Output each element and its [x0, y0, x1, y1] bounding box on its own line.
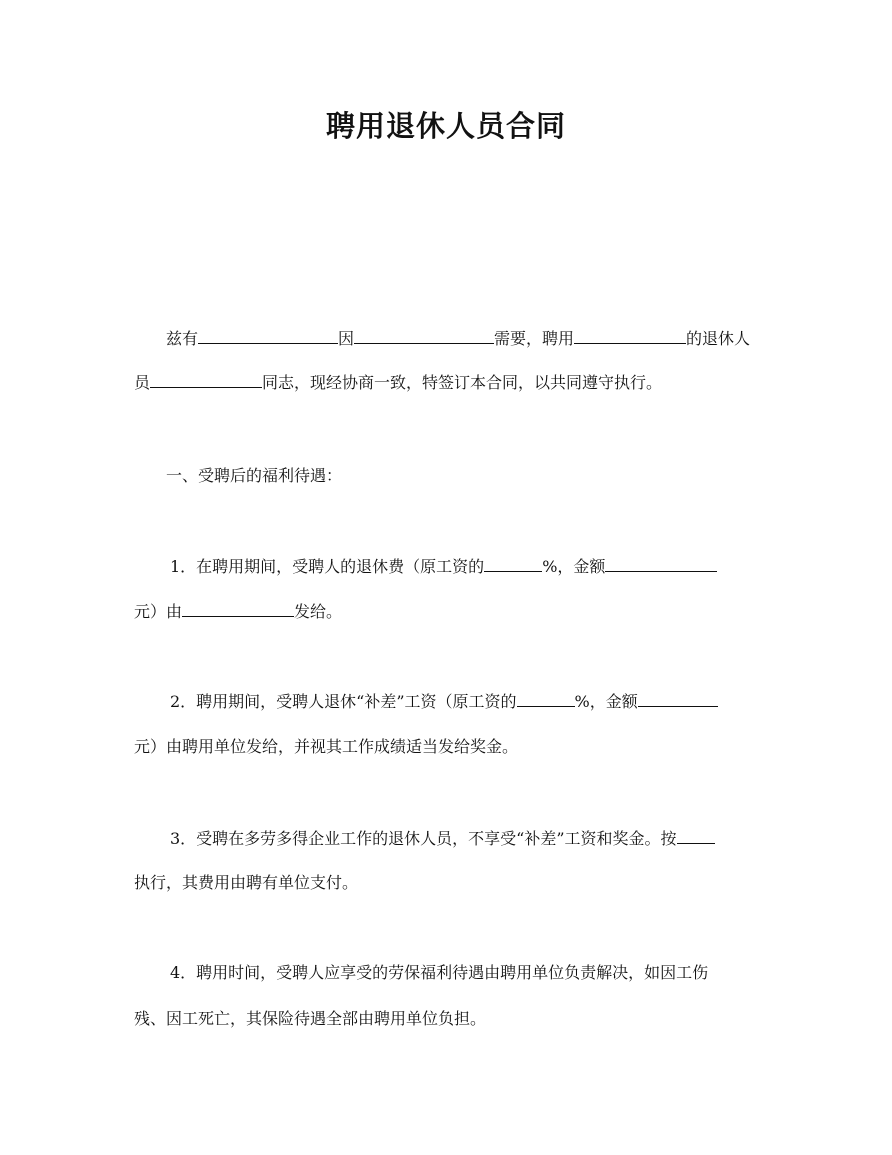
- item1-text-2: %，金额: [542, 557, 606, 576]
- item2-text-1: 2．聘用期间，受聘人退休“补差”工资（原工资的: [170, 692, 517, 711]
- intro-line-2: [134, 371, 662, 394]
- item3-line-2: 执行，其费用由聘有单位支付。: [134, 873, 359, 892]
- item2-line-1: [170, 690, 718, 713]
- item4-line-2: 残、因工死亡，其保险待遇全部由聘用单位负担。: [134, 1009, 487, 1028]
- item2-line-2: 元）由聘用单位发给，并视其工作成绩适当发给奖金。: [134, 737, 519, 756]
- blank-amount-2[interactable]: [638, 690, 718, 707]
- item1-text-1: 1．在聘用期间，受聘人的退休费（原工资的: [170, 557, 485, 576]
- section-heading: 一、受聘后的福利待遇：: [166, 466, 343, 485]
- blank-source-unit[interactable]: [574, 327, 686, 344]
- item4-line-1: 4．聘用时间，受聘人应享受的劳保福利待遇由聘用单位负责解决，如因工伤: [170, 963, 709, 982]
- item2-text-2: %，金额: [574, 692, 638, 711]
- item3-text-1: 3．受聘在多劳多得企业工作的退休人员，不享受“补差”工资和奖金。按: [170, 829, 677, 848]
- blank-payer[interactable]: [182, 600, 294, 617]
- blank-percent-1[interactable]: [484, 555, 542, 572]
- intro-text-2: 因: [338, 329, 355, 348]
- blank-org[interactable]: [198, 327, 338, 344]
- intro-text-4: 的退休人: [686, 329, 751, 348]
- blank-standard[interactable]: [677, 827, 715, 844]
- item1-line-1: [170, 555, 717, 578]
- intro-text-1: 兹有: [166, 329, 199, 348]
- intro-text-6: 同志，现经协商一致，特签订本合同，以共同遵守执行。: [262, 373, 663, 392]
- item1-text-3: 元）由: [134, 602, 183, 621]
- item3-line-1: [170, 827, 715, 850]
- intro-text-3: 需要，聘用: [494, 329, 575, 348]
- intro-text-5: 员: [134, 373, 151, 392]
- intro-line-1: [166, 327, 750, 350]
- item1-text-4: 发给。: [294, 602, 343, 621]
- blank-reason[interactable]: [354, 327, 494, 344]
- document-title: 聘用退休人员合同: [325, 109, 566, 143]
- blank-percent-2[interactable]: [517, 690, 575, 707]
- blank-name[interactable]: [150, 371, 262, 388]
- item1-line-2: [134, 600, 342, 623]
- blank-amount-1[interactable]: [605, 555, 717, 572]
